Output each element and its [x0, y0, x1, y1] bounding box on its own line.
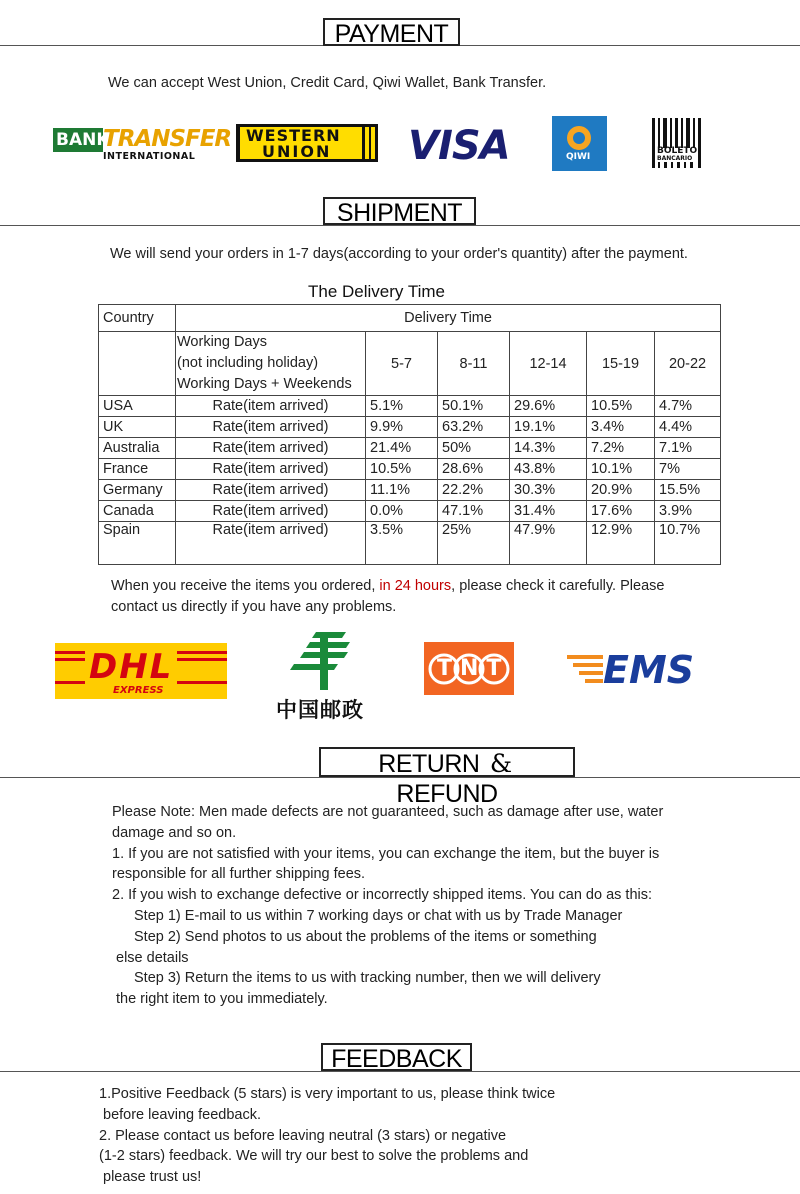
range-cell: 15-19: [587, 332, 655, 396]
rate-value-cell: 22.2%: [438, 480, 510, 501]
ems-logo: [567, 648, 695, 693]
rate-value-cell: 7.1%: [655, 438, 721, 459]
rate-value-cell: 7.2%: [587, 438, 655, 459]
feedback-line: 1.Positive Feedback (5 stars) is very important to us, please think twice: [99, 1086, 556, 1102]
rate-value-cell: 10.5%: [366, 459, 438, 480]
country-cell: Germany: [99, 480, 176, 501]
refund-line: 1. If you are not satisfied with your items, you can exchange the item, but the buyer is: [112, 846, 660, 862]
check-note-before: When you receive the items you ordered,: [111, 578, 380, 594]
rate-value-cell: 17.6%: [587, 501, 655, 522]
refund-line: 2. If you wish to exchange defective or incorrectly shipped items. You can do as this:: [112, 887, 653, 903]
shipment-text: We will send your orders in 1-7 days(according to your order's quantity) after the payment.: [110, 246, 688, 262]
qiwi-logo: [552, 116, 607, 171]
country-cell: France: [99, 459, 176, 480]
rate-value-cell: 14.3%: [510, 438, 587, 459]
rate-value-cell: 50%: [438, 438, 510, 459]
range-cell: 5-7: [366, 332, 438, 396]
rate-value-cell: 30.3%: [510, 480, 587, 501]
refund-line: Please Note: Men made defects are not guaranteed, such as damage after use, water: [112, 804, 664, 820]
rate-value-cell: 5.1%: [366, 396, 438, 417]
feedback-title: FEEDBACK: [321, 1043, 472, 1071]
rate-value-cell: 47.1%: [438, 501, 510, 522]
check-note-after: , please check it carefully. Please: [451, 578, 665, 594]
rate-value-cell: 10.7%: [655, 522, 721, 565]
refund-title: [319, 747, 575, 808]
rate-value-cell: 28.6%: [438, 459, 510, 480]
working-days-line: (not including holiday): [177, 355, 319, 371]
rate-label-cell: Rate(item arrived): [176, 522, 366, 565]
rate-value-cell: 9.9%: [366, 417, 438, 438]
table-row: [99, 438, 721, 459]
western-union-logo: [236, 124, 378, 162]
visa-logo: VISA: [408, 123, 510, 169]
refund-step: Step 2) Send photos to us about the problems of the items or something: [134, 929, 597, 945]
rate-label-cell: Rate(item arrived): [176, 438, 366, 459]
rate-value-cell: 10.1%: [587, 459, 655, 480]
table-row: [99, 522, 721, 565]
range-cell: 8-11: [438, 332, 510, 396]
payment-text: We can accept West Union, Credit Card, Qiwi Wallet, Bank Transfer.: [108, 75, 547, 91]
refund-line: else details: [116, 950, 189, 966]
range-cell: 20-22: [655, 332, 721, 396]
feedback-line: (1-2 stars) feedback. We will try our best to solve the problems and: [99, 1148, 529, 1164]
rate-value-cell: 10.5%: [587, 396, 655, 417]
qiwi-label: QIWI: [566, 152, 591, 162]
western-union-line2: UNION: [262, 142, 332, 161]
rate-value-cell: 3.5%: [366, 522, 438, 565]
refund-line: damage and so on.: [112, 825, 237, 841]
bank-transfer-line2: TRANSFER: [103, 126, 232, 152]
rate-value-cell: 12.9%: [587, 522, 655, 565]
rate-value-cell: 4.4%: [655, 417, 721, 438]
refund-step: Step 3) Return the items to us with tracking number, then we will delivery: [134, 970, 601, 986]
rate-value-cell: 3.4%: [587, 417, 655, 438]
working-days-line: Working Days + Weekends: [177, 376, 352, 392]
country-cell: USA: [99, 396, 176, 417]
delivery-time-header: Delivery Time: [176, 305, 721, 332]
country-cell: Spain: [99, 522, 176, 565]
feedback-line: please trust us!: [103, 1169, 202, 1185]
rate-label-cell: Rate(item arrived): [176, 417, 366, 438]
ems-text: EMS: [603, 648, 695, 692]
rate-value-cell: 7%: [655, 459, 721, 480]
bank-transfer-line3: INTERNATIONAL: [103, 151, 196, 162]
rate-value-cell: 15.5%: [655, 480, 721, 501]
refund-line: responsible for all further shipping fees.: [112, 866, 366, 882]
rate-value-cell: 20.9%: [587, 480, 655, 501]
range-cell: 12-14: [510, 332, 587, 396]
rate-value-cell: 50.1%: [438, 396, 510, 417]
feedback-line: 2. Please contact us before leaving neutral (3 stars) or negative: [99, 1128, 507, 1144]
table-row: [99, 501, 721, 522]
bank-transfer-logo: [53, 126, 232, 164]
rate-label-cell: Rate(item arrived): [176, 459, 366, 480]
rate-value-cell: 0.0%: [366, 501, 438, 522]
country-cell: UK: [99, 417, 176, 438]
rate-label-cell: Rate(item arrived): [176, 480, 366, 501]
rate-label-cell: Rate(item arrived): [176, 396, 366, 417]
china-post-text: 中国邮政: [276, 698, 364, 722]
bank-transfer-line1: BANK: [56, 130, 110, 150]
country-cell: Australia: [99, 438, 176, 459]
rate-value-cell: 63.2%: [438, 417, 510, 438]
working-days-cell: [176, 332, 366, 396]
rate-value-cell: 3.9%: [655, 501, 721, 522]
dhl-logo: [55, 643, 227, 699]
rate-value-cell: 29.6%: [510, 396, 587, 417]
country-cell: Canada: [99, 501, 176, 522]
rate-value-cell: 19.1%: [510, 417, 587, 438]
china-post-icon: [276, 630, 372, 692]
western-union-line1: WESTERN: [246, 126, 341, 145]
rate-label-cell: Rate(item arrived): [176, 501, 366, 522]
tnt-text: TNT: [437, 656, 510, 681]
refund-title-right: REFUND: [396, 780, 498, 808]
rate-value-cell: 43.8%: [510, 459, 587, 480]
rate-value-cell: 47.9%: [510, 522, 587, 565]
rate-value-cell: 31.4%: [510, 501, 587, 522]
dhl-express: EXPRESS: [113, 685, 164, 696]
dhl-text: DHL: [85, 648, 177, 686]
empty-cell: [99, 332, 176, 396]
boleto-logo: [650, 116, 706, 170]
check-note-highlight: in 24 hours: [379, 578, 452, 594]
tnt-logo: [424, 642, 514, 695]
rate-value-cell: 21.4%: [366, 438, 438, 459]
refund-line: the right item to you immediately.: [116, 991, 328, 1007]
rate-value-cell: 25%: [438, 522, 510, 565]
qiwi-icon: [552, 116, 607, 171]
delivery-time-table: [98, 304, 721, 565]
table-row: [99, 417, 721, 438]
rate-value-cell: 11.1%: [366, 480, 438, 501]
refund-title-amp: &: [489, 749, 512, 778]
rate-value-cell: 4.7%: [655, 396, 721, 417]
feedback-line: before leaving feedback.: [103, 1107, 261, 1123]
table-row: [99, 396, 721, 417]
refund-title-left: RETURN: [378, 750, 480, 778]
boleto-line2: BANCARIO: [657, 155, 693, 162]
working-days-line: Working Days: [177, 334, 267, 350]
check-note: [111, 578, 664, 594]
boleto-line1: BOLETO: [657, 146, 698, 156]
shipment-title: SHIPMENT: [323, 197, 476, 225]
payment-title: PAYMENT: [323, 18, 460, 46]
china-post-logo: [276, 630, 372, 722]
country-header: Country: [99, 305, 176, 332]
refund-step: Step 1) E-mail to us within 7 working days or chat with us by Trade Manager: [134, 908, 623, 924]
table-row: [99, 459, 721, 480]
check-note-line2: contact us directly if you have any problems.: [111, 599, 397, 615]
table-row: [99, 480, 721, 501]
delivery-table-title: The Delivery Time: [308, 282, 445, 301]
